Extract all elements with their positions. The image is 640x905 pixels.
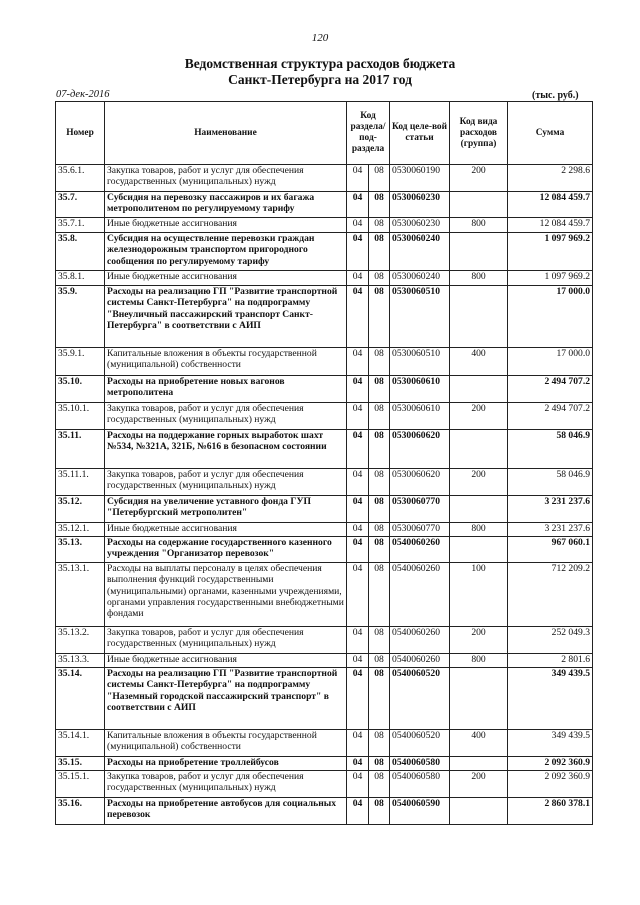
row-name: Расходы на реализацию ГП "Развитие транспортной системы Санкт-Петербурга" на подпрограмму "Внеуличный пассажирский транспорт Санкт-Петербурга" в соответствии с АИП [105, 286, 347, 348]
row-sum: 12 084 459.7 [508, 218, 593, 233]
row-sum: 58 046.9 [508, 430, 593, 469]
row-subsection: 08 [369, 798, 390, 825]
row-sum: 2 801.6 [508, 654, 593, 668]
row-section: 04 [347, 771, 369, 798]
table-row [56, 496, 593, 523]
row-name: Закупка товаров, работ и услуг для обеспечения государственных (муниципальных) нужд [105, 403, 347, 430]
row-section: 04 [347, 668, 369, 730]
table-row [56, 563, 593, 627]
row-article: 0530060240 [390, 271, 450, 286]
row-subsection: 08 [369, 627, 390, 654]
table-row [56, 668, 593, 730]
row-article: 0530060240 [390, 233, 450, 271]
row-section: 04 [347, 730, 369, 757]
row-number: 35.10.1. [56, 403, 105, 430]
row-sum: 2 494 707.2 [508, 403, 593, 430]
table-row [56, 192, 593, 218]
row-subsection: 08 [369, 523, 390, 537]
document-title [0, 56, 640, 88]
row-section: 04 [347, 271, 369, 286]
header-sum: Сумма [508, 102, 593, 165]
row-number: 35.8. [56, 233, 105, 271]
row-number: 35.15.1. [56, 771, 105, 798]
row-article: 0540060590 [390, 798, 450, 825]
row-expense-kind [450, 192, 508, 218]
row-number: 35.13.2. [56, 627, 105, 654]
table-row [56, 537, 593, 563]
row-subsection: 08 [369, 757, 390, 771]
row-name: Закупка товаров, работ и услуг для обеспечения государственных (муниципальных) нужд [105, 165, 347, 192]
row-article: 0530060230 [390, 218, 450, 233]
row-subsection: 08 [369, 469, 390, 496]
row-number: 35.13.1. [56, 563, 105, 627]
row-sum: 2 092 360.9 [508, 757, 593, 771]
table-row [56, 469, 593, 496]
table-row [56, 730, 593, 757]
row-article: 0540060260 [390, 563, 450, 627]
row-subsection: 08 [369, 496, 390, 523]
row-name: Субсидия на увеличение уставного фонда ГУП "Петербургский метрополитен" [105, 496, 347, 523]
row-section: 04 [347, 165, 369, 192]
row-number: 35.15. [56, 757, 105, 771]
row-article: 0540060520 [390, 730, 450, 757]
row-subsection: 08 [369, 271, 390, 286]
row-article: 0540060580 [390, 771, 450, 798]
table-row [56, 771, 593, 798]
header-section: Код раздела/ под-раздела [347, 102, 390, 165]
row-name: Расходы на выплаты персоналу в целях обеспечения выполнения функций государственными (муниципальными) органами, казенными учреждениями, органами управления государственными внебюджетными фондами [105, 563, 347, 627]
row-section: 04 [347, 348, 369, 376]
row-section: 04 [347, 403, 369, 430]
row-sum: 2 092 360.9 [508, 771, 593, 798]
table-row [56, 403, 593, 430]
row-number: 35.12. [56, 496, 105, 523]
row-sum: 17 000.0 [508, 286, 593, 348]
row-article: 0530060190 [390, 165, 450, 192]
row-name: Капитальные вложения в объекты государственной (муниципальной) собственности [105, 730, 347, 757]
row-expense-kind: 200 [450, 403, 508, 430]
row-section: 04 [347, 627, 369, 654]
row-expense-kind: 200 [450, 165, 508, 192]
row-article: 0530060510 [390, 286, 450, 348]
row-subsection: 08 [369, 403, 390, 430]
row-number: 35.6.1. [56, 165, 105, 192]
table-body [56, 165, 593, 825]
row-article: 0540060520 [390, 668, 450, 730]
row-article: 0530060620 [390, 469, 450, 496]
row-section: 04 [347, 233, 369, 271]
row-name: Расходы на приобретение троллейбусов [105, 757, 347, 771]
row-sum: 2 860 378.1 [508, 798, 593, 825]
row-subsection: 08 [369, 165, 390, 192]
row-sum: 349 439.5 [508, 730, 593, 757]
row-name: Иные бюджетные ассигнования [105, 654, 347, 668]
table-row [56, 165, 593, 192]
row-subsection: 08 [369, 668, 390, 730]
row-subsection: 08 [369, 348, 390, 376]
row-sum: 58 046.9 [508, 469, 593, 496]
row-section: 04 [347, 563, 369, 627]
row-section: 04 [347, 376, 369, 403]
row-name: Иные бюджетные ассигнования [105, 271, 347, 286]
row-article: 0540060260 [390, 654, 450, 668]
row-sum: 712 209.2 [508, 563, 593, 627]
row-expense-kind: 400 [450, 730, 508, 757]
row-expense-kind [450, 537, 508, 563]
row-section: 04 [347, 218, 369, 233]
row-section: 04 [347, 192, 369, 218]
row-section: 04 [347, 286, 369, 348]
row-expense-kind: 800 [450, 523, 508, 537]
row-expense-kind: 100 [450, 563, 508, 627]
row-expense-kind [450, 496, 508, 523]
table-row [56, 348, 593, 376]
header-article: Код целе-вой статьи [390, 102, 450, 165]
row-number: 35.7. [56, 192, 105, 218]
row-name: Расходы на реализацию ГП "Развитие транспортной системы Санкт-Петербурга" на подпрограмму "Наземный городской пассажирский транспорт" в соответствии с АИП [105, 668, 347, 730]
row-section: 04 [347, 469, 369, 496]
header-kind: Код вида расходов (группа) [450, 102, 508, 165]
row-number: 35.10. [56, 376, 105, 403]
row-section: 04 [347, 430, 369, 469]
table-row [56, 233, 593, 271]
row-number: 35.9.1. [56, 348, 105, 376]
table-row [56, 523, 593, 537]
row-subsection: 08 [369, 286, 390, 348]
row-expense-kind: 200 [450, 627, 508, 654]
row-subsection: 08 [369, 537, 390, 563]
row-article: 0530060770 [390, 523, 450, 537]
table-row [56, 654, 593, 668]
row-article: 0530060610 [390, 403, 450, 430]
row-number: 35.13.3. [56, 654, 105, 668]
row-article: 0530060620 [390, 430, 450, 469]
row-name: Расходы на приобретение новых вагонов метрополитена [105, 376, 347, 403]
row-number: 35.11.1. [56, 469, 105, 496]
row-expense-kind: 800 [450, 271, 508, 286]
row-name: Закупка товаров, работ и услуг для обеспечения государственных (муниципальных) нужд [105, 627, 347, 654]
row-article: 0540060580 [390, 757, 450, 771]
row-name: Расходы на приобретение автобусов для социальных перевозок [105, 798, 347, 825]
row-expense-kind: 200 [450, 771, 508, 798]
table-row [56, 757, 593, 771]
row-number: 35.13. [56, 537, 105, 563]
row-expense-kind [450, 376, 508, 403]
table-row [56, 430, 593, 469]
units-label: (тыс. руб.) [532, 90, 579, 101]
row-name: Расходы на поддержание горных выработок шахт №534, №321А, 321Б, №616 в безопасном состоянии [105, 430, 347, 469]
row-subsection: 08 [369, 192, 390, 218]
row-section: 04 [347, 654, 369, 668]
table-row [56, 627, 593, 654]
table-header-row [56, 102, 593, 165]
row-article: 0530060230 [390, 192, 450, 218]
row-section: 04 [347, 757, 369, 771]
table-row [56, 798, 593, 825]
row-sum: 17 000.0 [508, 348, 593, 376]
row-name: Субсидия на осуществление перевозки граждан железнодорожным транспортом пригородного сообщения по регулируемому тарифу [105, 233, 347, 271]
table-row [56, 271, 593, 286]
row-sum: 2 494 707.2 [508, 376, 593, 403]
row-sum: 967 060.1 [508, 537, 593, 563]
title-line-1: Ведомственная структура расходов бюджета [184, 56, 456, 71]
row-sum: 349 439.5 [508, 668, 593, 730]
row-expense-kind: 400 [450, 348, 508, 376]
row-subsection: 08 [369, 233, 390, 271]
row-name: Расходы на содержание государственного казенного учреждения "Организатор перевозок" [105, 537, 347, 563]
row-sum: 3 231 237.6 [508, 523, 593, 537]
row-expense-kind [450, 757, 508, 771]
row-subsection: 08 [369, 218, 390, 233]
row-number: 35.12.1. [56, 523, 105, 537]
budget-table [55, 101, 593, 825]
row-name: Закупка товаров, работ и услуг для обеспечения государственных (муниципальных) нужд [105, 469, 347, 496]
table-row [56, 376, 593, 403]
header-number: Номер [56, 102, 105, 165]
header-name: Наименование [105, 102, 347, 165]
row-sum: 1 097 969.2 [508, 271, 593, 286]
row-article: 0530060770 [390, 496, 450, 523]
row-sum: 2 298.6 [508, 165, 593, 192]
document-date: 07-дек-2016 [56, 89, 110, 100]
row-sum: 1 097 969.2 [508, 233, 593, 271]
row-number: 35.9. [56, 286, 105, 348]
row-expense-kind [450, 233, 508, 271]
row-section: 04 [347, 537, 369, 563]
row-sum: 12 084 459.7 [508, 192, 593, 218]
title-line-2: Санкт-Петербурга на 2017 год [228, 72, 412, 87]
row-expense-kind [450, 430, 508, 469]
row-expense-kind: 200 [450, 469, 508, 496]
row-number: 35.14. [56, 668, 105, 730]
row-expense-kind [450, 286, 508, 348]
row-expense-kind [450, 668, 508, 730]
row-article: 0540060260 [390, 537, 450, 563]
page-number: 120 [311, 32, 329, 44]
row-subsection: 08 [369, 730, 390, 757]
row-expense-kind [450, 798, 508, 825]
row-name: Иные бюджетные ассигнования [105, 523, 347, 537]
row-subsection: 08 [369, 376, 390, 403]
row-expense-kind: 800 [450, 654, 508, 668]
row-subsection: 08 [369, 654, 390, 668]
row-subsection: 08 [369, 430, 390, 469]
row-number: 35.16. [56, 798, 105, 825]
row-expense-kind: 800 [450, 218, 508, 233]
row-name: Иные бюджетные ассигнования [105, 218, 347, 233]
row-article: 0530060510 [390, 348, 450, 376]
row-subsection: 08 [369, 563, 390, 627]
table-row [56, 286, 593, 348]
row-section: 04 [347, 523, 369, 537]
row-name: Закупка товаров, работ и услуг для обеспечения государственных (муниципальных) нужд [105, 771, 347, 798]
row-section: 04 [347, 496, 369, 523]
row-number: 35.11. [56, 430, 105, 469]
row-article: 0540060260 [390, 627, 450, 654]
row-article: 0530060610 [390, 376, 450, 403]
row-number: 35.7.1. [56, 218, 105, 233]
row-subsection: 08 [369, 771, 390, 798]
row-sum: 3 231 237.6 [508, 496, 593, 523]
row-name: Субсидия на перевозку пассажиров и их багажа метрополитеном по регулируемому тарифу [105, 192, 347, 218]
row-section: 04 [347, 798, 369, 825]
table-row [56, 218, 593, 233]
row-name: Капитальные вложения в объекты государственной (муниципальной) собственности [105, 348, 347, 376]
row-number: 35.8.1. [56, 271, 105, 286]
row-sum: 252 049.3 [508, 627, 593, 654]
row-number: 35.14.1. [56, 730, 105, 757]
